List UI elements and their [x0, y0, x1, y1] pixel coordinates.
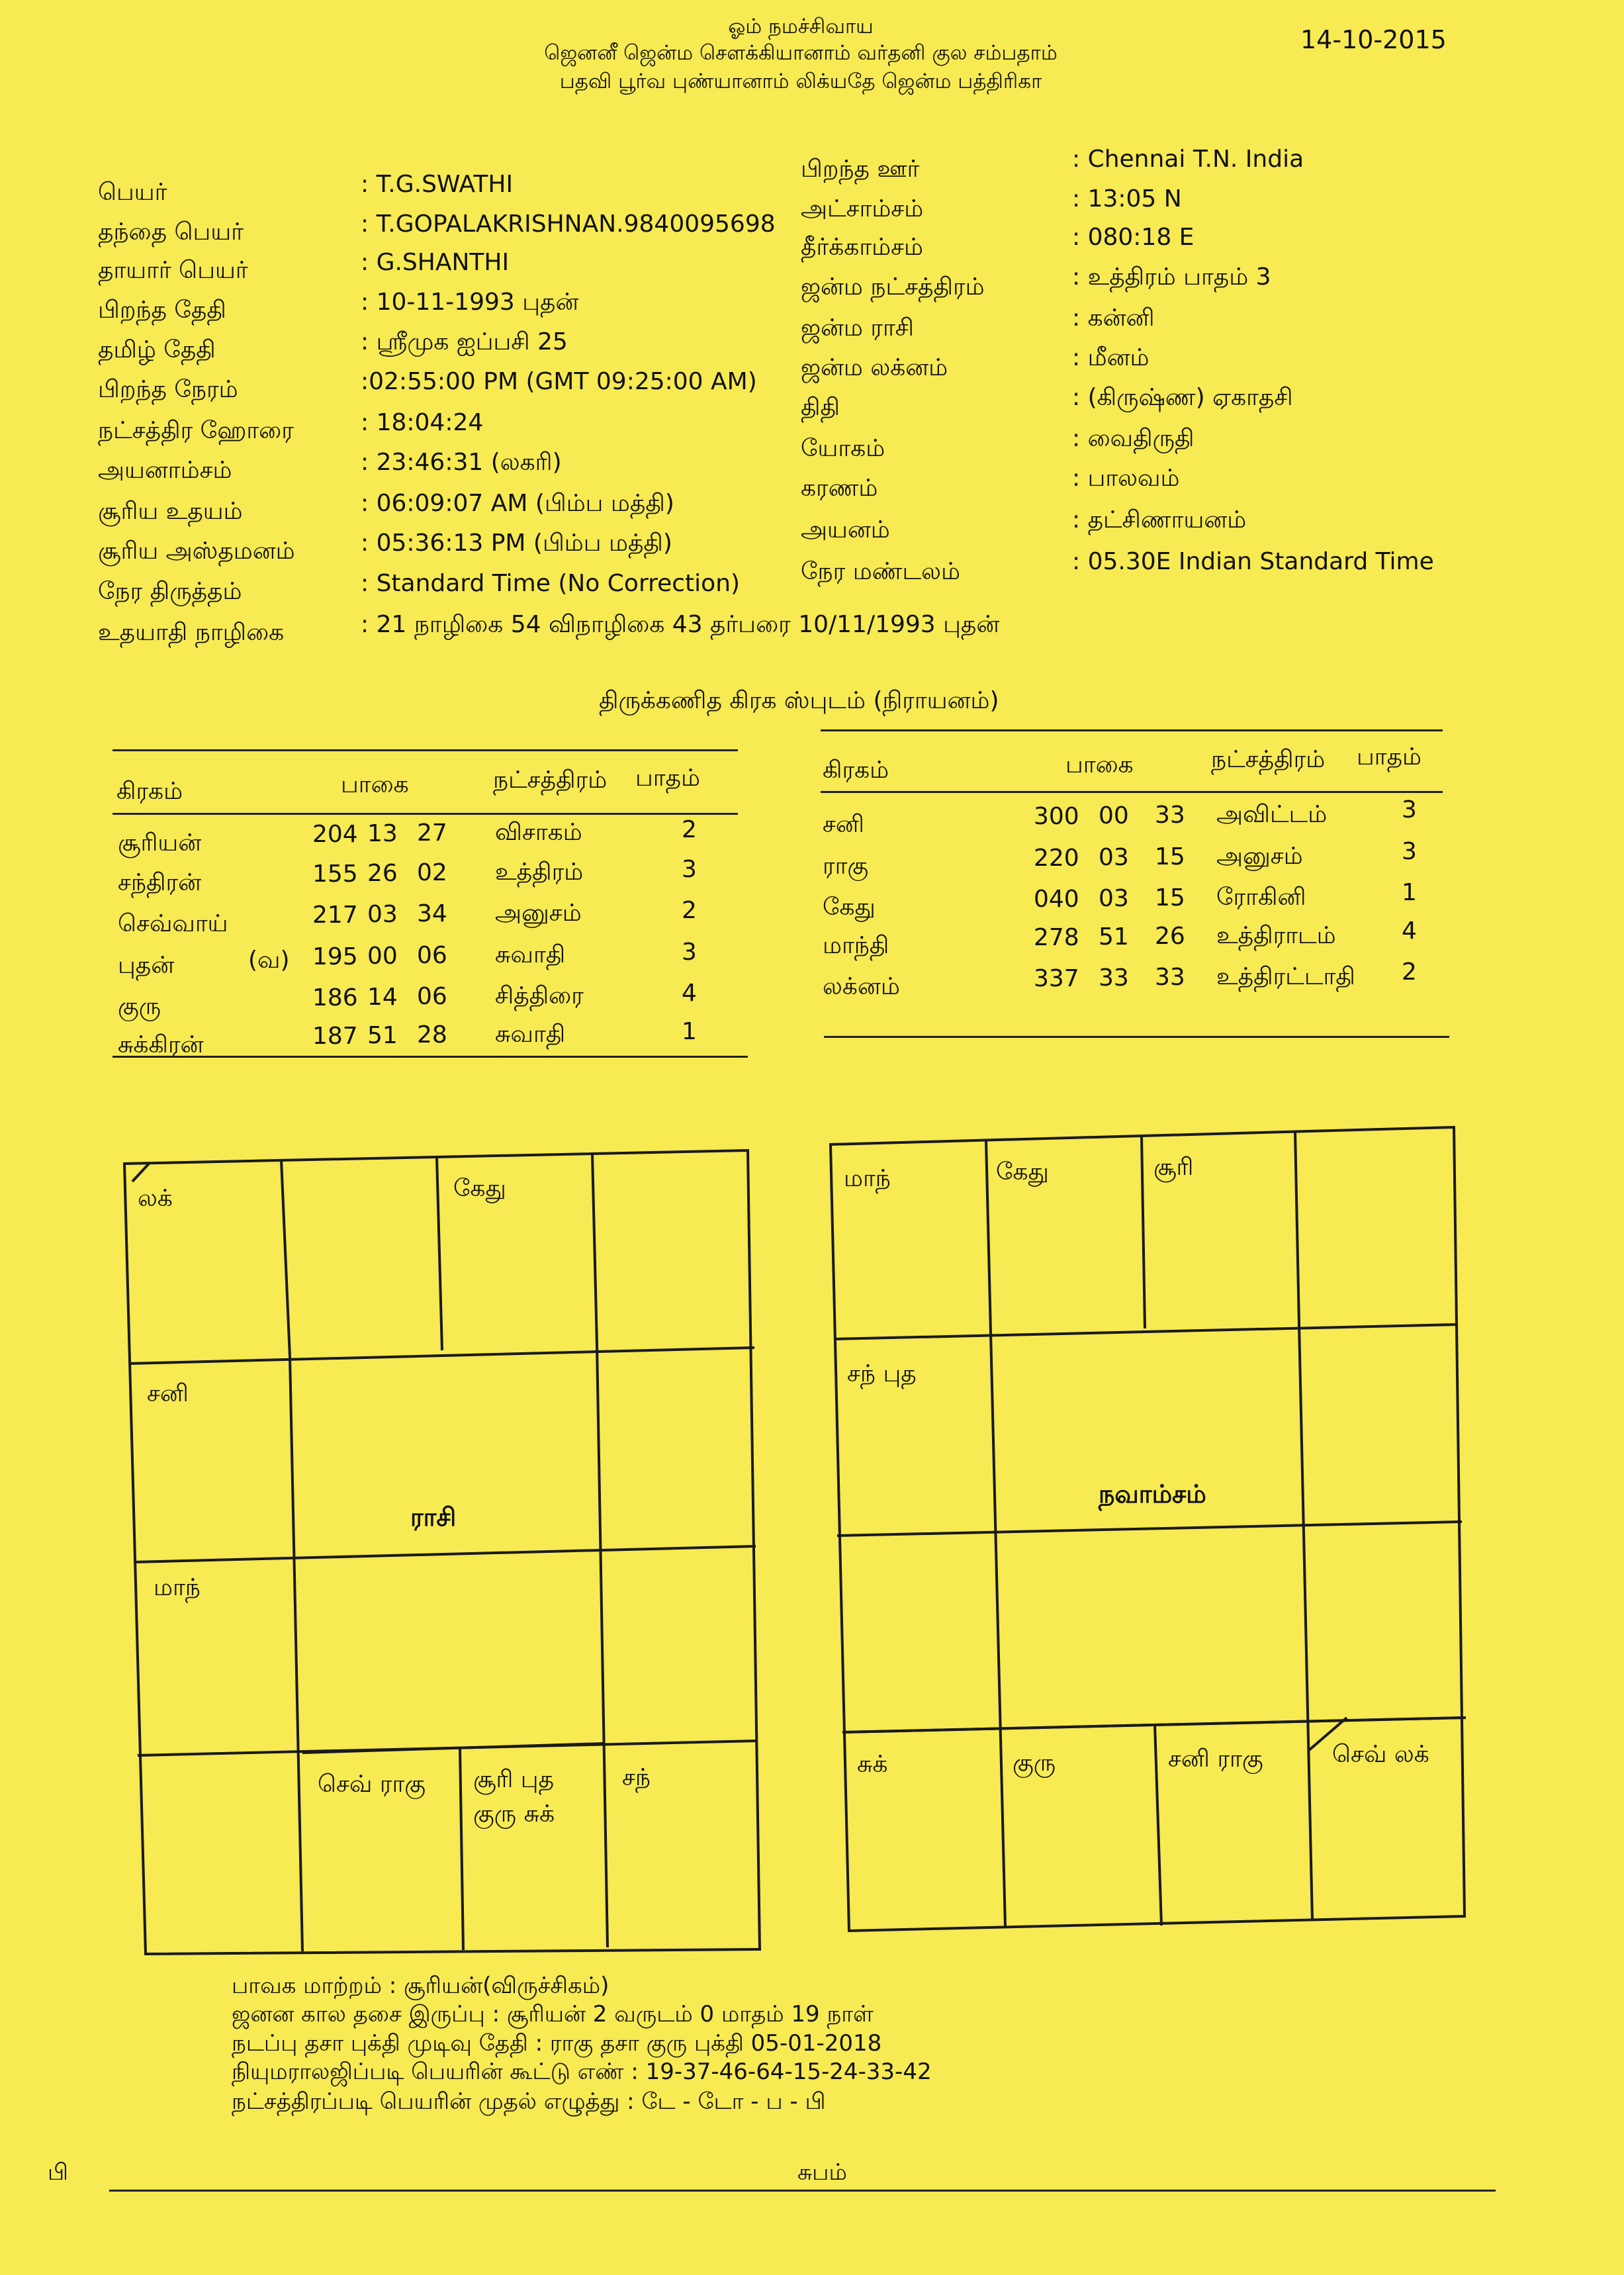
detail-value: : தட்சிணாயனம்	[1072, 506, 1247, 534]
detail-label: தந்தை பெயர்	[98, 218, 244, 246]
om-line: ஓம் நமச்சிவாய	[728, 15, 874, 38]
planet-star: சுவாதி	[495, 941, 566, 968]
planet-star: சித்திரை	[495, 982, 584, 1009]
planet-pada: 3	[1402, 796, 1417, 823]
planet-star: விசாகம்	[495, 819, 582, 846]
planet-pada: 4	[1402, 917, 1417, 945]
detail-value: : 06:09:07 AM (பிம்ப மத்தி)	[361, 490, 674, 517]
planet-second: 33	[1155, 964, 1185, 991]
header-sloka-line-2: பதவி பூர்வ புண்யானாம் லிக்யதே ஜென்ம பத்திரிகா	[559, 70, 1042, 93]
planet-degree: 337	[1034, 965, 1079, 992]
navamsa-house-sevvai-lagna: செவ் லக்	[1332, 1741, 1429, 1768]
navamsa-title: நவாம்சம்	[1099, 1479, 1206, 1509]
detail-value: : 080:18 E	[1072, 224, 1195, 251]
planet-minute: 26	[367, 860, 398, 887]
detail-value: : வைதிருதி	[1072, 425, 1195, 452]
rasi-title: ராசி	[410, 1503, 457, 1532]
planet-pada: 1	[682, 1018, 697, 1045]
detail-label: பிறந்த நேரம்	[98, 376, 238, 403]
detail-label: தாயார் பெயர்	[98, 257, 248, 284]
table-rule	[824, 1036, 1449, 1038]
planet-minute: 03	[367, 901, 398, 928]
rasi-house-suri-budha: சூரி புத	[473, 1766, 555, 1793]
planet-name: சுக்கிரன்	[118, 1031, 204, 1058]
planet-degree: 155	[312, 860, 358, 888]
navamsa-house-sani-rahu: சனி ராகு	[1168, 1745, 1263, 1773]
detail-value: : கன்னி	[1072, 304, 1155, 332]
detail-label: அயனம்	[801, 516, 890, 543]
navamsa-house-suri: சூரி	[1153, 1154, 1194, 1181]
detail-label: ஜன்ம ராசி	[801, 314, 914, 342]
planet-positions-title: திருக்கணித கிரக ஸ்புடம் (நிராயனம்)	[599, 687, 999, 714]
planet-second: 28	[417, 1021, 447, 1048]
planet-degree: 217	[312, 902, 358, 929]
rasi-house-guru-sukra: குரு சுக்	[473, 1800, 555, 1828]
planet-second: 15	[1155, 843, 1185, 870]
retrograde-flag: (வ)	[248, 947, 290, 974]
detail-value: : 05:36:13 PM (பிம்ப மத்தி)	[361, 530, 672, 557]
planet-second: 26	[1155, 923, 1185, 950]
rasi-house-ketu: கேது	[453, 1175, 506, 1202]
planet-degree: 186	[312, 984, 358, 1011]
planet-second: 15	[1155, 884, 1185, 911]
planet-degree: 278	[1034, 924, 1079, 951]
detail-value: : 05.30E Indian Standard Time	[1072, 548, 1434, 575]
detail-value: : பாலவம்	[1072, 465, 1180, 492]
detail-label: நட்சத்திர ஹோரை	[98, 417, 294, 444]
planet-name: கேது	[823, 894, 876, 921]
rasi-house-chandra: சந்	[622, 1764, 651, 1791]
detail-label: அயனாம்சம்	[98, 457, 232, 484]
planet-second: 33	[1155, 802, 1185, 829]
planet-minute: 13	[367, 820, 398, 847]
col-header-degree: பாகை	[341, 771, 409, 798]
header-sloka-line-1: ஜெனனீ ஜென்ம சௌக்கியானாம் வர்தனி குல சம்பதாம்	[544, 41, 1058, 65]
dasa-balance: ஜனன கால தசை இருப்பு : சூரியன் 2 வருடம் 0 மாதம் 19 நாள்	[232, 2001, 874, 2027]
bottom-rule	[109, 2190, 1496, 2192]
planet-name: சந்திரன்	[118, 869, 202, 896]
detail-label: திதி	[801, 394, 840, 421]
detail-value: : ஸ்ரீமுக ஐப்பசி 25	[361, 328, 568, 355]
planet-minute: 03	[1099, 885, 1129, 912]
planet-name: லக்னம்	[823, 973, 900, 1000]
planet-star: அனுசம்	[495, 900, 582, 927]
detail-label: ஜன்ம லக்னம்	[801, 354, 948, 381]
planet-degree: 195	[312, 943, 358, 970]
planet-degree: 300	[1034, 803, 1079, 830]
detail-label: சூரிய உதயம்	[98, 498, 243, 525]
detail-label: யோகம்	[801, 435, 885, 462]
planet-degree: 040	[1034, 886, 1079, 913]
rasi-house-maandi: மாந்	[154, 1574, 201, 1601]
current-dasa-bhukti: நடப்பு தசா புக்தி முடிவு தேதி : ராகு தசா குரு புக்தி 05-01-2018	[232, 2030, 882, 2057]
planet-name: புதன்	[118, 952, 175, 979]
table-rule	[821, 791, 1443, 793]
planet-degree: 187	[312, 1023, 358, 1050]
col-header-planet: கிரகம்	[116, 778, 183, 805]
detail-label: ஜன்ம நட்சத்திரம்	[801, 273, 985, 301]
planet-minute: 51	[1099, 923, 1129, 951]
closing-word: சுபம்	[797, 2159, 847, 2186]
planet-name: ராகு	[823, 853, 869, 880]
planet-star: உத்திரட்டாதி	[1216, 963, 1355, 990]
planet-second: 02	[417, 859, 447, 886]
planet-name: குரு	[118, 993, 161, 1020]
planet-star: ரோகினி	[1216, 884, 1306, 911]
detail-value: : G.SHANTHI	[361, 249, 510, 276]
detail-label: கரணம்	[801, 475, 878, 502]
table-rule	[821, 729, 1443, 731]
col-header-pada: பாதம்	[635, 765, 701, 792]
detail-label: பிறந்த ஊர்	[801, 156, 920, 183]
planet-minute: 03	[1099, 844, 1129, 871]
detail-value: : 10-11-1993 புதன்	[361, 289, 579, 316]
col-header-degree: பாகை	[1065, 751, 1134, 778]
detail-value: : 21 நாழிகை 54 விநாழிகை 43 தர்பரை 10/11/1993 புதன்	[361, 611, 1000, 638]
planet-name: செவ்வாய்	[118, 910, 228, 937]
planet-pada: 2	[682, 816, 697, 843]
planet-name: சனி	[823, 811, 864, 838]
detail-value: : Standard Time (No Correction)	[361, 570, 741, 597]
col-header-planet: கிரகம்	[823, 757, 889, 784]
planet-pada: 4	[682, 980, 697, 1007]
navamsa-house-sukra: சுக்	[857, 1751, 888, 1778]
detail-value: : T.G.SWATHI	[361, 171, 514, 198]
planet-pada: 3	[1402, 838, 1417, 865]
bhava-change: பாவக மாற்றம் : சூரியன்(விருச்சிகம்)	[232, 1973, 609, 1999]
col-header-star: நட்சத்திரம்	[1211, 746, 1326, 773]
planet-minute: 33	[1099, 964, 1129, 992]
detail-label: பிறந்த தேதி	[98, 297, 226, 324]
planet-minute: 00	[1099, 802, 1129, 829]
detail-label: நேர திருத்தம்	[98, 578, 242, 605]
planet-second: 06	[417, 942, 447, 969]
detail-value: : உத்திரம் பாதம் 3	[1072, 263, 1271, 291]
planet-second: 06	[417, 983, 447, 1010]
table-rule	[113, 1056, 748, 1058]
planet-pada: 3	[682, 939, 697, 966]
planet-star: அனுசம்	[1216, 843, 1303, 870]
table-rule	[113, 749, 738, 751]
planet-star: உத்திரம்	[495, 859, 584, 886]
detail-value: : Chennai T.N. India	[1072, 146, 1304, 173]
detail-value: : (கிருஷ்ண) ஏகாதசி	[1072, 384, 1293, 411]
planet-degree: 204	[312, 821, 358, 848]
print-date: 14-10-2015	[1300, 25, 1447, 54]
planet-pada: 2	[682, 897, 697, 924]
navamsa-chart	[824, 1122, 1486, 1936]
navamsa-house-maandi: மாந்	[844, 1165, 891, 1192]
planet-pada: 1	[1402, 879, 1417, 906]
navamsa-house-ketu: கேது	[996, 1158, 1049, 1185]
detail-label: பெயர்	[98, 179, 167, 206]
numerology-numbers: நியுமராலஜிப்படி பெயரின் கூட்டு எண் : 19-37-46-64-15-24-33-42	[232, 2059, 932, 2085]
detail-label: நேர மண்டலம்	[801, 558, 960, 585]
margin-mark: பி	[48, 2159, 69, 2186]
detail-label: சூரிய அஸ்தமனம்	[98, 537, 295, 565]
detail-value: :02:55:00 PM (GMT 09:25:00 AM)	[361, 368, 757, 395]
planet-minute: 00	[367, 943, 398, 970]
detail-value: : 18:04:24	[361, 409, 484, 436]
name-starting-letters: நட்சத்திரப்படி பெயரின் முதல் எழுத்து : டே - டோ - ப - பி	[232, 2088, 826, 2115]
planet-pada: 2	[1402, 958, 1417, 986]
rasi-house-sani: சனி	[147, 1380, 189, 1407]
planet-star: அவிட்டம்	[1216, 801, 1328, 828]
navamsa-house-guru: குரு	[1013, 1749, 1056, 1777]
detail-label: உதயாதி நாழிகை	[98, 619, 285, 646]
planet-minute: 14	[367, 984, 398, 1011]
detail-label: தீர்க்காம்சம்	[801, 234, 923, 261]
planet-star: உத்திராடம்	[1216, 922, 1336, 949]
navamsa-chart-grid	[824, 1122, 1486, 1936]
col-header-pada: பாதம்	[1357, 743, 1422, 770]
detail-value: : மீனம்	[1072, 344, 1150, 371]
rasi-chart-grid	[119, 1145, 781, 1959]
table-rule	[113, 813, 738, 815]
detail-label: அட்சாம்சம்	[801, 195, 924, 222]
detail-value: : 13:05 N	[1072, 185, 1182, 212]
planet-second: 34	[417, 900, 447, 927]
planet-minute: 51	[367, 1022, 398, 1049]
planet-second: 27	[417, 819, 447, 847]
col-header-star: நட்சத்திரம்	[493, 766, 608, 794]
planet-name: மாந்தி	[823, 932, 889, 959]
planet-degree: 220	[1034, 845, 1079, 872]
detail-label: தமிழ் தேதி	[98, 336, 216, 363]
rasi-chart	[119, 1145, 781, 1959]
planet-name: சூரியன்	[118, 829, 202, 857]
planet-pada: 3	[682, 856, 697, 883]
detail-value: : 23:46:31 (லகரி)	[361, 449, 562, 476]
rasi-house-sevvai-rahu: செவ் ராகு	[318, 1771, 426, 1798]
navamsa-house-chandra-budha: சந் புத	[847, 1360, 917, 1387]
detail-value: : T.GOPALAKRISHNAN.9840095698	[361, 210, 776, 238]
planet-star: சுவாதி	[495, 1021, 566, 1048]
rasi-house-lagna: லக்	[138, 1185, 173, 1212]
